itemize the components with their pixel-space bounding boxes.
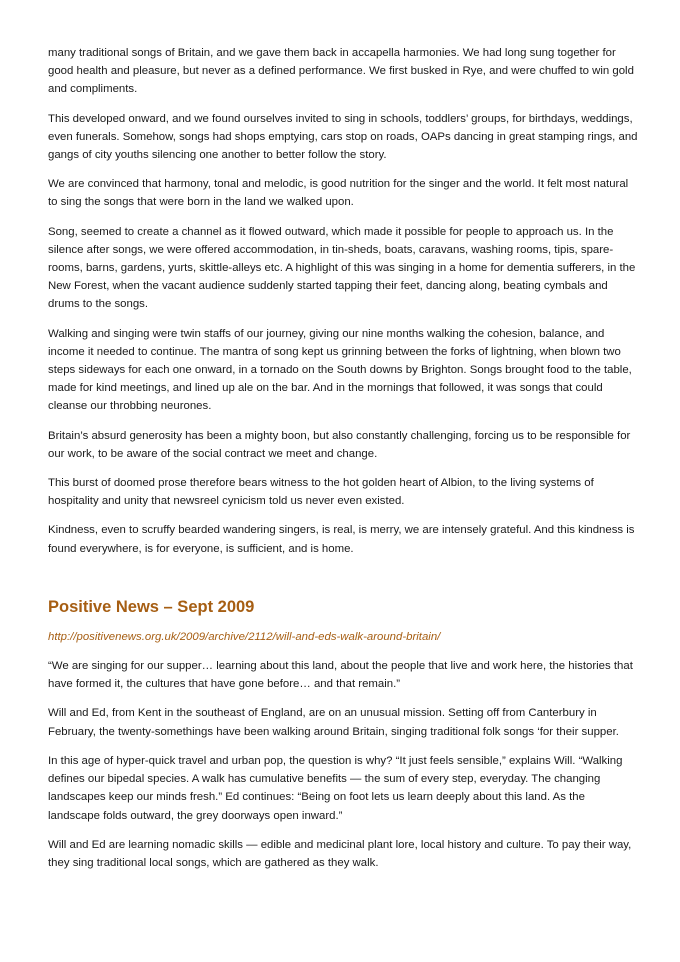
paragraph: Britain’s absurd generosity has been a mighty boon, but also constantly challenging, forcing us to be responsible for our work, to be aware of the social contract we meet and change. xyxy=(48,429,631,460)
section-heading: Positive News – Sept 2009 xyxy=(48,597,255,616)
paragraph: many traditional songs of Britain, and we gave them back in accapella harmonies. We had long sung together for good health and pleasure, but never as a defined performance. We first busked in Rye, and were chuffed to win gold and compliments. xyxy=(48,47,634,96)
document-page xyxy=(48,44,640,883)
source-link[interactable]: http://positivenews.org.uk/2009/archive/2112/will-and-eds-walk-around-britain/ xyxy=(48,630,441,643)
paragraph: This burst of doomed prose therefore bears witness to the hot golden heart of Albion, to the living systems of hospitality and unity that newsreel cynicism told us never even existed. xyxy=(48,477,594,508)
paragraph: In this age of hyper-quick travel and urban pop, the question is why? “It just feels sensible,” explains Will. “Walking defines our bipedal species. A walk has cumulative benefits — the sum of every step, everyday. The changing landscapes keep our minds fresh.” Ed continues: “Being on foot lets us learn deeply about this land. As the landscape folds outward, the grey doorways open inward.” xyxy=(48,754,623,822)
paragraph: This developed onward, and we found ourselves invited to sing in schools, toddlers’ groups, for birthdays, weddings, even funerals. Somehow, songs had shops emptying, cars stop on roads, OAPs dancing in great stamping rings, and gangs of city youths silencing one another to better follow the story. xyxy=(48,112,638,162)
paragraph: “We are singing for our supper… learning about this land, about the people that live and work here, the histories that have formed it, the cultures that have gone before… and that remain.” xyxy=(48,660,633,691)
paragraph: Will and Ed are learning nomadic skills — edible and medicinal plant lore, local history and culture. To pay their way, they sing traditional local songs, which are gathered as they walk. xyxy=(48,838,632,869)
paragraph: We are convinced that harmony, tonal and melodic, is good nutrition for the singer and the world. It felt most natural to sing the songs that were born in the land we walked upon. xyxy=(48,178,629,209)
paragraph: Kindness, even to scruffy bearded wandering singers, is real, is merry, we are intensely grateful. And this kindness is found everywhere, is for everyone, is sufficient, and is home. xyxy=(48,524,635,555)
paragraph: Song, seemed to create a channel as it flowed outward, which made it possible for people to approach us. In the silence after songs, we were offered accommodation, in tin-sheds, boats, caravans, washing rooms, tipis, spare-rooms, barns, gardens, yurts, skittle-alleys etc. A highlight of this was singing in a home for dementia sufferers, in the New Forest, when the vacant audience suddenly started tapping their feet, dancing along, beating cymbals and drums to the songs. xyxy=(48,225,636,311)
paragraph: Walking and singing were twin staffs of our journey, giving our nine months walking the cohesion, balance, and income it needed to continue. The mantra of song kept us grinning between the forks of lightning, when blown two steps sideways for each one onward, in a tornado on the South downs by Brighton. Songs brought food to the table, made for kind meetings, and lined up ale on the bar. And in the mornings that followed, it was songs that could cleanse our throbbing neurones. xyxy=(48,327,632,413)
paragraph: Will and Ed, from Kent in the southeast of England, are on an unusual mission. Setting off from Canterbury in February, the twenty-somethings have been walking around Britain, singing traditional folk songs ‘for their supper. xyxy=(48,707,619,738)
